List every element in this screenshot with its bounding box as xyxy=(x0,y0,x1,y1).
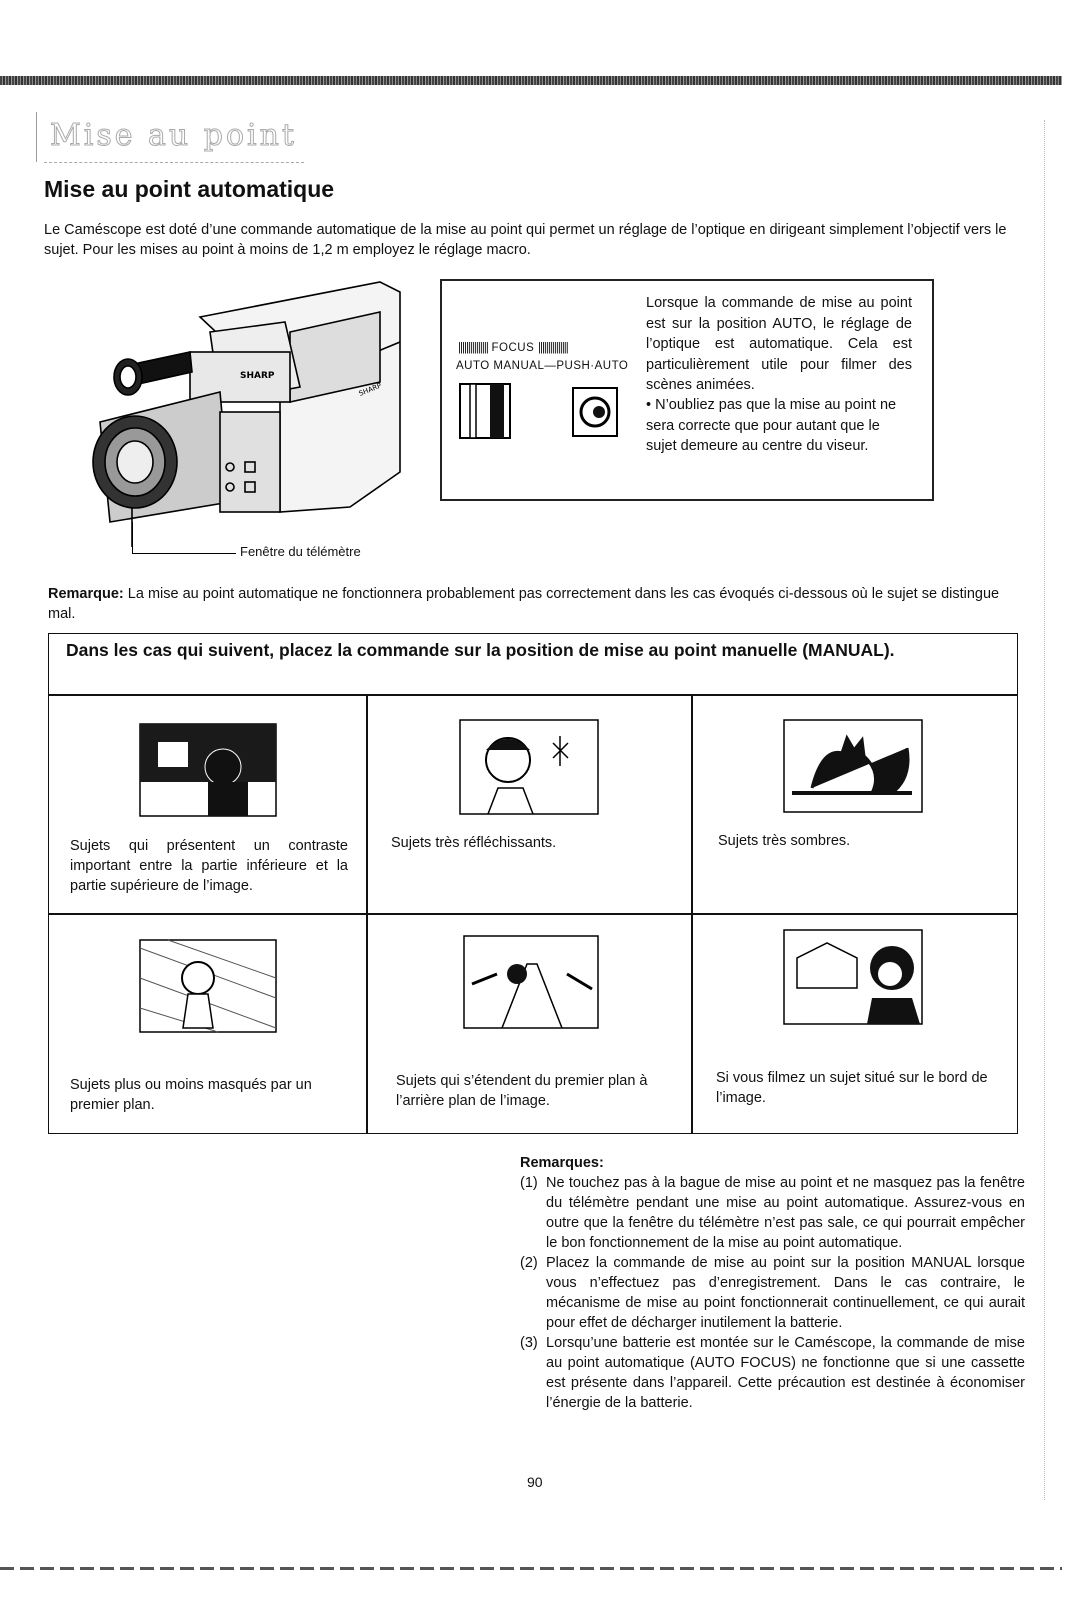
depth-subject-illustration xyxy=(462,934,600,1030)
focus-modes: AUTO MANUAL—PUSH·AUTO xyxy=(456,360,629,372)
case-caption: Si vous filmez un sujet situé sur le bord de l’image. xyxy=(716,1070,988,1106)
focus-label-text: FOCUS xyxy=(491,342,535,354)
remark-text: La mise au point automatique ne fonctionnera probablement pas correctement dans les cas évoqués ci-dessous où le sujet se distingue mal. xyxy=(48,586,1000,622)
remark-number: (1) xyxy=(520,1175,538,1191)
margin-marks xyxy=(1044,120,1046,1500)
remark-item xyxy=(520,1253,1025,1333)
page-number: 90 xyxy=(527,1474,543,1490)
focus-switch-label: ||||||||||||||| FOCUS ||||||||||||||| xyxy=(458,342,568,354)
caption-leader xyxy=(132,522,133,554)
intro-paragraph: Le Caméscope est doté d’une commande automatique de la mise au point qui permet un réglage de l’optique en dirigeant simplement l’objectif vers le sujet. Pour les mises au point à moins de 1,2 m employez le réglage macro. xyxy=(44,222,1007,258)
remarks-title: Remarques: xyxy=(520,1155,604,1171)
top-border xyxy=(0,76,1062,85)
remarks-list xyxy=(520,1173,1025,1413)
focus-auto-text: Lorsque la commande de mise au point est sur la position AUTO, le réglage de l’optique est automatique. Cela est particulièrement utile pour filmer des scènes animées. xyxy=(646,295,912,393)
remark-label: Remarque: xyxy=(48,586,124,602)
case-caption: Sujets très réfléchissants. xyxy=(391,835,557,851)
bottom-border xyxy=(0,1567,1062,1570)
case-caption: Sujets qui s’étendent du premier plan à l’arrière plan de l’image. xyxy=(396,1073,648,1109)
table-rule xyxy=(48,694,1018,696)
remark-number: (3) xyxy=(520,1335,538,1351)
contrast-subject-illustration xyxy=(138,722,278,818)
remark-item xyxy=(520,1173,1025,1253)
table-rule xyxy=(366,694,368,1134)
focus-bullet-text: N’oubliez pas que la mise au point ne sera correcte que pour autant que le sujet demeure au centre du viseur. xyxy=(646,397,897,454)
focus-switch-icon xyxy=(458,382,512,440)
table-rule xyxy=(691,694,693,1134)
table-rule xyxy=(48,913,1018,915)
rangefinder-caption: Fenêtre du télémètre xyxy=(240,544,361,559)
remark xyxy=(48,584,1028,624)
remark-item-text: Lorsqu’une batterie est montée sur le Caméscope, la commande de mise au point automatique (AUTO FOCUS) ne fonctionne que si une cassette est présente dans l’appareil. Cette précaution est destinée à économiser l’énergie de la batterie. xyxy=(546,1335,1025,1411)
case-caption: Sujets très sombres. xyxy=(718,833,851,849)
camera-brand: SHARP xyxy=(240,371,275,381)
page-title: Mise au point automatique xyxy=(44,176,335,202)
push-auto-icon xyxy=(571,386,619,438)
dark-subject-illustration xyxy=(782,718,924,814)
case-caption: Sujets plus ou moins masqués par un premier plan. xyxy=(70,1077,312,1113)
caption-leader xyxy=(132,553,236,554)
manual-cases-title: Dans les cas qui suivent, placez la commande sur la position de mise au point manuelle (MANUAL). xyxy=(66,640,895,660)
case-caption: Sujets qui présentent un contraste important entre la partie inférieure et la partie supérieure de l’image. xyxy=(70,838,348,894)
reflective-subject-illustration xyxy=(458,718,600,816)
remark-item-text: Ne touchez pas à la bague de mise au point et ne masquez pas la fenêtre du télémètre pendant une mise au point automatique. Assurez-vous en outre que la fenêtre du télémètre n’est pas sale, ce qui pourrait empêcher le bon fonctionnement de la mise au point automatique. xyxy=(546,1175,1025,1251)
section-header: Mise au point xyxy=(50,118,297,153)
focus-bullet: • N’oubliez pas que la mise au point ne sera correcte que pour autant que le sujet demeure au centre du viseur. xyxy=(646,397,897,454)
remark-item-text: Placez la commande de mise au point sur la position MANUAL lorsque vous n’effectuez pas d’enregistrement. Dans le cas contraire, le mécanisme de mise au point fonctionnerait continuellement, ce qui aurait pour effet de décharger inutilement la batterie. xyxy=(546,1255,1025,1331)
masked-subject-illustration xyxy=(138,938,278,1034)
section-header-rule xyxy=(44,162,304,163)
camera-brand-side: SHARP xyxy=(357,381,383,398)
camcorder-illustration xyxy=(80,272,410,552)
edge-subject-illustration xyxy=(782,928,924,1026)
remark-item xyxy=(520,1333,1025,1413)
remark-number: (2) xyxy=(520,1255,538,1271)
